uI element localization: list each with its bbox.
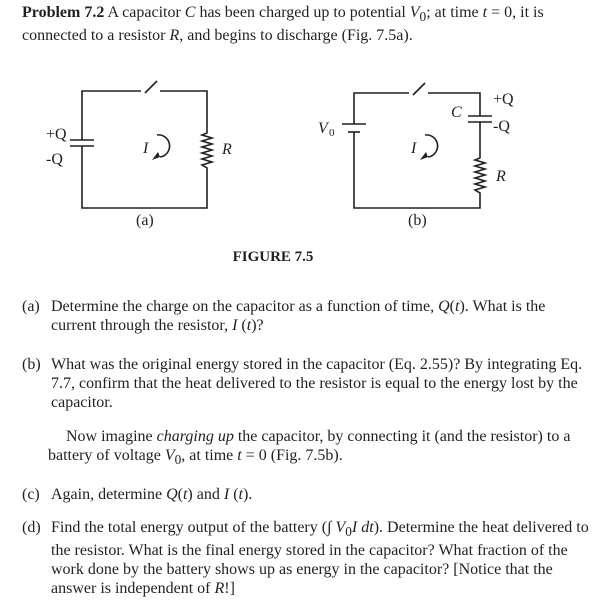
question-c-tag: (c) <box>22 486 40 503</box>
problem-number: Problem 7.2 <box>22 4 105 21</box>
question-c-text: Again, determine Q(t) and I (t). <box>51 486 253 503</box>
question-d-tag: (d) <box>22 519 41 536</box>
question-d-text: Find the total energy output of the battery (∫ $V_0I$ dt). Determine the heat delivered to the resistor. What is the final energy stored in the capacitor? What fraction of the work done by the battery shows up as energy in the capacitor? [Notice that the answer is independent of R!] <box>51 519 589 598</box>
label-a-minus-q: -Q <box>46 151 63 168</box>
label-b-resistor: R <box>496 168 506 185</box>
current-arrow-b <box>425 135 438 157</box>
resistor-b <box>475 155 485 196</box>
label-a-current: I <box>143 140 149 157</box>
question-a <box>22 297 592 335</box>
question-a-text: Determine the charge on the capacitor as a function of time, Q(t). What is the current through the resistor, I (t)? <box>51 298 546 334</box>
label-b-plus-q: +Q <box>493 91 514 108</box>
problem-statement: Problem 7.2 A capacitor C has been charged up to potential $V_0$; at time t = 0, it is connected to a resistor R, and begins to discharge (Fig. 7.5a). <box>22 4 544 45</box>
wire-a-top-left <box>82 91 141 130</box>
question-b <box>22 355 592 412</box>
current-arrowhead-a <box>152 152 160 160</box>
question-b-tag: (b) <box>22 356 41 373</box>
label-b-minus-q: -Q <box>493 118 510 135</box>
wire-a-top-right <box>160 91 207 130</box>
figure-7-5 <box>0 60 606 270</box>
question-d <box>22 518 592 598</box>
label-b-current: I <box>411 140 417 157</box>
circuit-a <box>70 81 212 208</box>
label-b-capacitor: C <box>451 104 462 121</box>
question-a-tag: (a) <box>22 298 40 315</box>
label-a-plus-q: +Q <box>46 126 67 143</box>
question-c <box>22 485 592 504</box>
panel-a-label: (a) <box>136 212 154 229</box>
question-b-text: What was the original energy stored in the capacitor (Eq. 2.55)? By integrating Eq. 7.7, confirm that the heat delivered to the resistor is equal to the energy lost by the capacitor. <box>51 356 583 411</box>
figure-caption: FIGURE 7.5 <box>232 249 314 265</box>
switch-a <box>145 81 157 93</box>
label-a-resistor: R <box>222 141 232 158</box>
panel-b-label: (b) <box>408 212 427 229</box>
circuit-b <box>342 83 492 208</box>
switch-b <box>413 83 425 95</box>
current-arrowhead-b <box>420 152 428 160</box>
charging-paragraph: Now imagine charging up the capacitor, by connecting it (and the resistor) to a battery of voltage $V_0$, at time t = 0 (Fig. 7.5b). <box>48 428 571 468</box>
label-b-battery: V <box>318 120 328 137</box>
resistor-a <box>202 130 212 171</box>
label-b-battery-sub: 0 <box>329 127 335 139</box>
circuit-diagrams <box>0 60 606 250</box>
wire-b-top-left <box>354 93 409 124</box>
wire-a-bottom <box>82 152 207 208</box>
wire-b-bottom <box>354 132 480 208</box>
current-arrow-a <box>157 135 170 157</box>
